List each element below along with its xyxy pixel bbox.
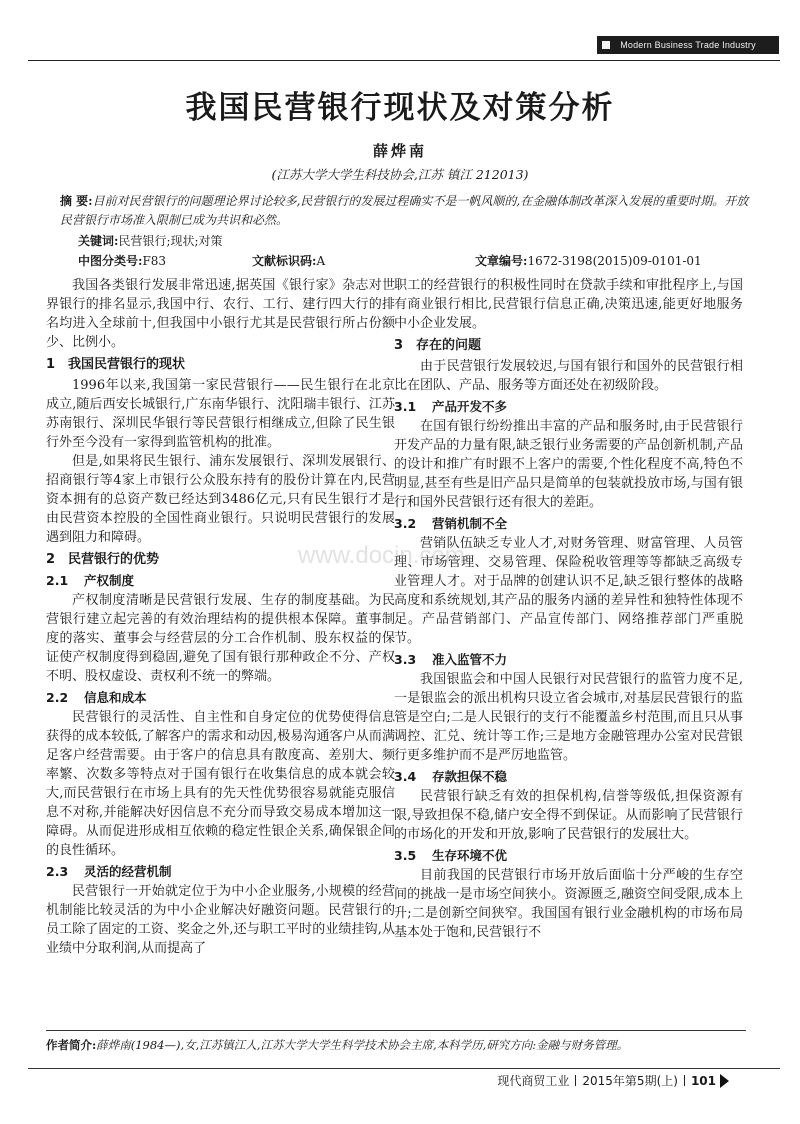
abstract [60, 192, 750, 230]
footer-separator [575, 1075, 576, 1086]
author-affiliation: (江苏大学大学生科技协会,江苏 镇江 212013) [271, 167, 529, 182]
doc-value: A [316, 254, 326, 268]
top-rule [28, 60, 780, 61]
footer-issue: 2015年第5期(上) [582, 1074, 678, 1088]
section-title: 我国民营银行的现状 [68, 357, 186, 372]
subsection-3-3-heading [394, 650, 743, 669]
intro-paragraph: 我国各类银行发展非常迅速,据英国《银行家》杂志对世界银行的排名显示,我国中行、农行、工行、建行四大行的排名均进入全球前十,但我国中小银行尤其是民营银行所占份额少、比例小。 [46, 278, 395, 350]
journal-band: Modern Business Trade Industry [597, 36, 779, 54]
bio-text: 薛烨南(1984—),女,江苏镇江人,江苏大学大学生科学技术协会主席,本科学历,研究方向:金融与财务管理。 [96, 1038, 629, 1052]
doc-label: 文献标识码: [252, 254, 317, 268]
article-value: 1672-3198(2015)09-0101-01 [527, 254, 702, 268]
subsection-3-2-heading [394, 514, 743, 533]
bio-label: 作者简介: [46, 1038, 97, 1052]
clc-value: F83 [142, 254, 167, 268]
footer-rule [28, 1068, 780, 1069]
abstract-text: 目前对民营银行的问题理论界讨论较多,民营银行的发展过程确实不是一帆风顺的,在金融体制改革深入发展的重要时期。开放民营银行市场准入限制已成为共识和必然。 [60, 194, 749, 227]
subsection-number: 3.1 [394, 399, 417, 414]
page-number: 101 [690, 1074, 716, 1088]
keywords-label: 关键词: [78, 234, 119, 248]
subsection-3-4-heading [394, 767, 743, 786]
article-label: 文章编号: [475, 254, 528, 268]
paragraph: 产权制度清晰是民营银行发展、生存的制度基础。为民营银行建立起完善的有效治理结构的提供根本保障。董事制度的落实、董事会与经营层的分工合作机制、股东权益的保证使产权制度得到稳固,避免了国有银行那种政企不分、产权不明、股权虚设、责权利不统一的弊端。 [46, 593, 395, 684]
subsection-number: 3.5 [394, 848, 417, 863]
section-1-heading [46, 355, 395, 374]
keywords [78, 232, 223, 249]
left-column [46, 276, 395, 958]
subsection-title: 营销机制不全 [432, 516, 508, 531]
paragraph: 民营银行一开始就定位于为中小企业服务,小规模的经营机制能比较灵活的为中小企业解决好融资问题。民营银行的员工除了固定的工资、奖金之外,还与职工平时的业绩挂钩,从业绩中分取利润,从而提高了 [46, 884, 395, 956]
footer-journal: 现代商贸工业 [497, 1074, 570, 1088]
paragraph: 民营银行缺乏有效的担保机构,信誉等级低,担保资源有限,导致担保不稳,储户安全得不到保证。从而影响了民营银行的市场化的开发和开放,影响了民营银行的发展壮大。 [394, 789, 743, 842]
footer-separator [684, 1075, 685, 1086]
watermark: www.docin.com [298, 542, 465, 569]
subsection-2-1-heading [46, 571, 395, 590]
subsection-title: 产权制度 [84, 573, 135, 588]
paragraph: 营销队伍缺乏专业人才,对财务管理、财富管理、人员管理、市场管理、交易管理、保险税收管理等等都缺乏高级专业管理人才。对于品牌的创建认识不足,缺乏银行整体的战略高度和系统规划,其产品的服务内涵的差异性和独特性体现不足。产品营销部门、产品宣传部门、网络推荐部门严重脱节。 [394, 536, 743, 646]
subsection-number: 3.3 [394, 652, 417, 667]
page-arrow-icon [720, 1074, 729, 1088]
subsection-2-3-heading [46, 862, 395, 881]
paragraph: 民营银行的灵活性、自主性和自身定位的优势使得信息获得的成本较低,了解客户的需求和动因,极易沟通客户从而满足客户经营需要。由于客户的信息具有散度高、差别大、频率繁、次数多等特点对于国有银行在收集信息的成本就会较大,而民营银行在市场上具有的先天性优势很容易就能克服信息不对称,并能解决好因信息不充分而导致交易成本增加这一障碍。从而促进形成相互依赖的稳定性银企关系,确保银企间的良性循环。 [46, 710, 395, 858]
subsection-title: 灵活的经营机制 [84, 864, 172, 879]
page-footer [497, 1072, 716, 1089]
article-number [475, 252, 702, 269]
bio-rule [46, 1030, 746, 1031]
subsection-number: 3.2 [394, 516, 417, 531]
subsection-number: 2.1 [46, 573, 69, 588]
section-3-heading [394, 336, 743, 355]
author-bio [46, 1037, 766, 1053]
clc-number [78, 252, 166, 269]
section-title: 民营银行的优势 [68, 552, 160, 567]
subsection-3-5-heading [394, 846, 743, 865]
subsection-title: 生存环境不优 [432, 848, 508, 863]
author-name: 薛烨南 [372, 142, 427, 160]
section-title: 存在的问题 [416, 338, 482, 353]
subsection-number: 3.4 [394, 769, 417, 784]
subsection-title: 存款担保不稳 [432, 769, 508, 784]
subsection-number: 2.3 [46, 864, 69, 879]
section-number: 3 [394, 338, 404, 353]
subsection-title: 产品开发不多 [432, 399, 508, 414]
paragraph: 目前我国的民营银行市场开放后面临十分严峻的生存空间的挑战一是市场空间狭小。资源匮乏,融资空间受限,成本上升;二是创新空间狭窄。我国国有银行业金融机构的市场布局基本处于饱和,民营银行不 [394, 868, 743, 940]
paragraph: 但是,如果将民生银行、浦东发展银行、深圳发展银行、招商银行等4家上市银行公众股东持有的股份计算在内,民营资本拥有的总资产数已经达到3486亿元,只有民生银行才是由民营资本控股的全国性商业银行。只说明民营银行的发展遇到阻力和障碍。 [46, 454, 395, 545]
subsection-title: 准入监管不力 [432, 652, 508, 667]
abstract-label: 摘 要: [60, 194, 93, 208]
clc-label: 中图分类号: [78, 254, 143, 268]
doc-code [252, 252, 325, 269]
section-number: 1 [46, 357, 56, 372]
paragraph: 1996年以来,我国第一家民营银行——民生银行在北京成立,随后西安长城银行,广东南华银行、沈阳瑞丰银行、江苏苏南银行、深圳民华银行等民营银行相继成立,但除了民生银行外至今没有一家得到监管机构的批准。 [46, 378, 395, 450]
right-column [394, 276, 743, 942]
paragraph: 我国银监会和中国人民银行对民营银行的监管力度不足,一是银监会的派出机构只设立省会城市,对基层民营银行的监管是空白;二是人民银行的支行不能覆盖乡村范围,而且只从事调控、汇兑、统计等工作;三是地方金融管理办公室对民营银行更多维护而不是严厉地监管。 [394, 672, 743, 763]
article-title: 我国民营银行现状及对策分析 [185, 90, 615, 126]
paragraph: 在国有银行纷纷推出丰富的产品和服务时,由于民营银行开发产品的力量有限,缺乏银行业务需要的产品创新机制,产品的设计和推广有时跟不上客户的需要,个性化程度不高,特色不明显,甚至有些是旧产品只是简单的包装就投放市场,与国有银行和国外民营银行还有很大的差距。 [394, 419, 743, 510]
subsection-2-2-heading [46, 688, 395, 707]
paragraph: 由于民营银行发展较迟,与国有银行和国外的民营银行相比在团队、产品、服务等方面还处在初级阶段。 [394, 359, 743, 393]
subsection-number: 2.2 [46, 690, 69, 705]
continued-paragraph: 职工的经营银行的积极性同时在贷款手续和审批程序上,与国有商业银行相比,民营银行信息正确,决策迅速,能更好地服务中小企业发展。 [394, 278, 743, 331]
section-number: 2 [46, 552, 56, 567]
keywords-text: 民营银行;现状;对策 [118, 234, 223, 248]
subsection-title: 信息和成本 [84, 690, 147, 705]
subsection-3-1-heading [394, 397, 743, 416]
